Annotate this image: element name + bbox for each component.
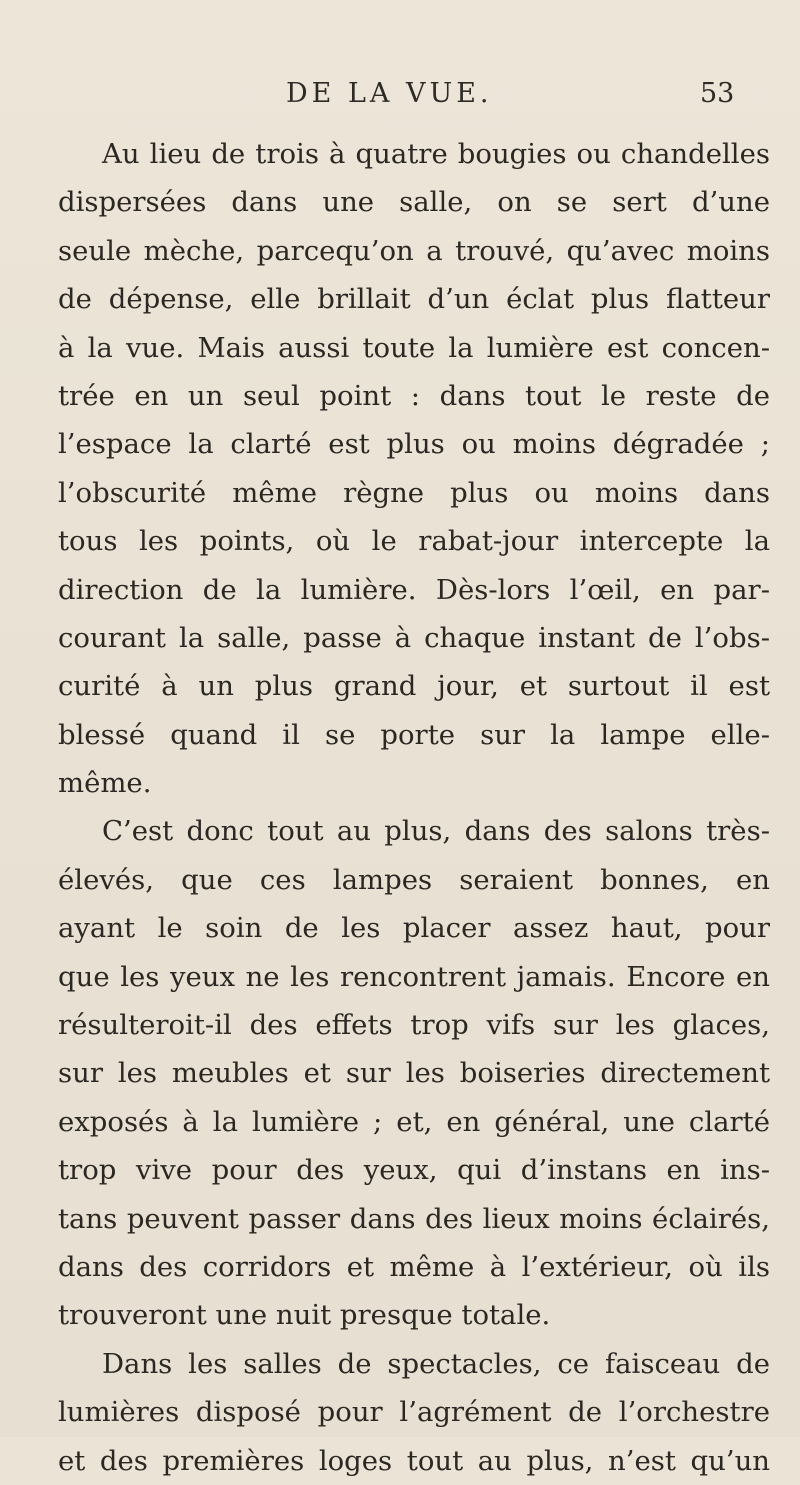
- text-line: Dans les salles de spectacles, ce faisceau de: [102, 1347, 770, 1380]
- text-line: l’obscurité même règne plus ou moins dans: [58, 476, 770, 509]
- text-line: de dépense, elle brillait d’un éclat plus flatteur: [58, 283, 770, 316]
- page-header: [0, 78, 800, 128]
- text-line: dans des corridors et même à l’extérieur, où ils: [58, 1250, 770, 1283]
- text-line: lumières disposé pour l’agrément de l’orchestre: [58, 1396, 770, 1429]
- text-line: tous les points, où le rabat-jour intercepte la: [58, 525, 770, 558]
- text-line: C’est donc tout au plus, dans des salons très-: [102, 815, 770, 848]
- text-line: tans peuvent passer dans des lieux moins éclairés,: [58, 1202, 770, 1235]
- text-line: direction de la lumière. Dès-lors l’œil, en par-: [58, 573, 770, 606]
- text-line: élevés, que ces lampes seraient bonnes, en: [58, 863, 770, 896]
- text-line: et des premières loges tout au plus, n’est qu’un: [58, 1444, 770, 1477]
- text-line: ayant le soin de les placer assez haut, pour: [58, 912, 770, 945]
- text-line: à la vue. Mais aussi toute la lumière est concen-: [58, 331, 770, 364]
- text-line: seule mèche, parcequ’on a trouvé, qu’avec moins: [58, 234, 770, 267]
- text-line: dispersées dans une salle, on se sert d’une: [58, 186, 770, 219]
- text-line: l’espace la clarté est plus ou moins dégradée ;: [58, 428, 770, 461]
- text-line: que les yeux ne les rencontrent jamais. Encore en: [58, 960, 770, 993]
- text-line: Au lieu de trois à quatre bougies ou chandelles: [102, 138, 770, 170]
- text-line: blessé quand il se porte sur la lampe elle-: [58, 718, 770, 751]
- text-line: trop vive pour des yeux, qui d’instans en ins-: [58, 1154, 770, 1187]
- running-title: DE LA VUE.: [286, 78, 493, 109]
- text-line: curité à un plus grand jour, et surtout il est: [58, 670, 770, 703]
- text-line: même.: [58, 767, 152, 800]
- body-text: [58, 130, 770, 1485]
- text-line: trée en un seul point : dans tout le reste de: [58, 379, 770, 412]
- text-line: trouveront une nuit presque totale.: [58, 1299, 551, 1332]
- text-line: courant la salle, passe à chaque instant de l’obs-: [58, 621, 770, 654]
- text-line: sur les meubles et sur les boiseries directement: [58, 1057, 770, 1090]
- text-line: résulteroit-il des effets trop vifs sur les glaces,: [58, 1009, 770, 1042]
- page-number: 53: [700, 78, 735, 109]
- text-line: exposés à la lumière ; et, en général, une clarté: [58, 1105, 770, 1138]
